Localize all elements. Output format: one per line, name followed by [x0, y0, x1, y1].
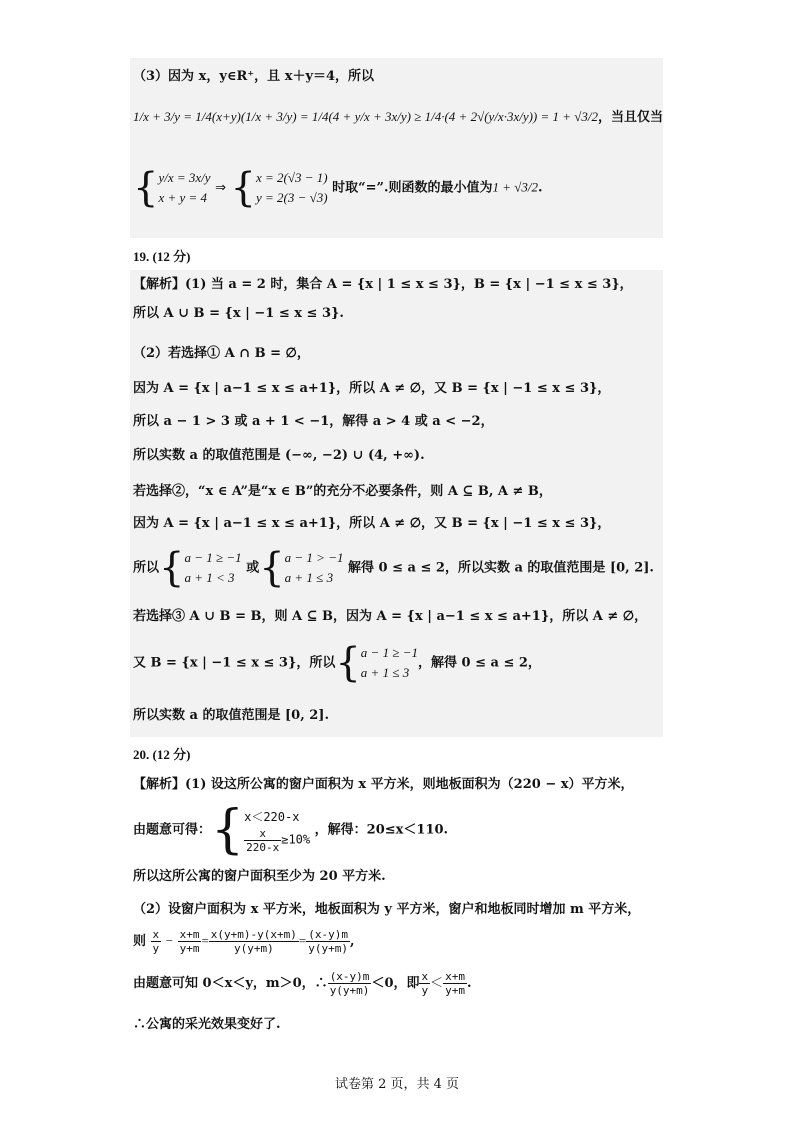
system-row: a − 1 > −1 [284, 550, 344, 565]
numerator: x [244, 827, 281, 841]
q19-line-11-lead: 又 B = {x | −1 ≤ x ≤ 3}，所以 [133, 655, 336, 671]
q20-line-4: （2）设窗户面积为 x 平方米，地板面积为 y 平方米，窗户和地板同时增加 m 平方米， [133, 902, 641, 917]
system-row: x＜220-x [244, 809, 300, 824]
denominator: y [152, 942, 160, 955]
q19-line-11-tail: ，解得 0 ≤ a ≤ 2， [417, 655, 541, 671]
part3-inequality: 1/x + 3/y = 1/4(x+y)(1/x + 3/y) = 1/4(4 + y/x + 3x/y) ≥ 1/4·(4 + 2√(y/x·3x/y)) = 1 + √3/2 [133, 109, 599, 124]
fraction [178, 928, 202, 955]
ratio-fraction [244, 827, 281, 854]
fraction [306, 928, 350, 955]
q19-line-11 [133, 640, 541, 686]
condition-row-2: x + y = 4 [158, 190, 208, 205]
denominator: y [421, 984, 429, 997]
part3-intro: （3）因为 x，y∈R⁺，且 x＋y＝4，所以 [133, 69, 375, 84]
brace-icon: { [335, 640, 361, 686]
system-row: a − 1 ≥ −1 [184, 550, 242, 565]
numerator: x+m [179, 928, 200, 941]
q19-line-3: （2）若选择① A ∩ B = ∅， [133, 346, 310, 361]
numerator: x [421, 970, 429, 983]
less-than-sign: ＜ [430, 975, 444, 990]
q19-line-4: 因为 A = {x | a−1 ≤ x ≤ a+1}，所以 A ≠ ∅，又 B = {x | −1 ≤ x ≤ 3}， [133, 381, 611, 396]
brace-icon: { [159, 545, 185, 591]
result-row-2: y = 2(3 − √3) [255, 190, 328, 205]
q19-or: 或 [246, 560, 260, 576]
part3-system-line [133, 165, 543, 211]
percent-condition: ≥10% [281, 831, 311, 846]
condition-system [158, 168, 210, 208]
equals-sign: = [298, 933, 307, 948]
period: . [538, 180, 543, 196]
q20-line-3: 所以这所公寓的窗户面积至少为 20 平方米. [133, 869, 386, 884]
q19-line-9-lead: 所以 [133, 560, 160, 576]
system-row: a + 1 < 3 [184, 570, 235, 585]
brace-icon: { [211, 800, 245, 860]
system-row: a + 1 ≤ 3 [360, 665, 410, 680]
brace-icon: { [133, 165, 159, 211]
brace-icon: { [259, 545, 285, 591]
implies-icon: ⇒ [215, 179, 226, 195]
denominator: y(y+m) [308, 942, 348, 955]
minimum-value: 1 + √3/2 [492, 179, 538, 195]
denominator: y(y+m) [329, 984, 370, 997]
q20-line-2-lead: 由题意可得： [133, 822, 212, 838]
system-row: a − 1 ≥ −1 [360, 645, 418, 660]
result-system [256, 168, 328, 208]
q19-system-1 [184, 548, 241, 588]
denominator: 220-x [246, 840, 280, 854]
numerator: x(y+m)-y(x+m) [210, 928, 297, 941]
condition-row-1: y/x = 3x/y [158, 170, 211, 185]
fraction [209, 928, 299, 955]
result-row-1: x = 2(√3 − 1) [255, 170, 328, 185]
q19-line-2: 所以 A ∪ B = {x | −1 ≤ x ≤ 3}. [133, 306, 344, 321]
q19-line-9 [133, 545, 654, 591]
q20-line-5 [133, 928, 355, 955]
part3-equality-condition-lead: ，当且仅当 [598, 110, 664, 125]
q19-line-6: 所以实数 a 的取值范围是 (−∞, −2) ∪ (4, +∞). [133, 448, 425, 463]
q20-line-7: ∴公寓的采光效果变好了. [133, 1017, 281, 1032]
period: . [467, 976, 472, 991]
numerator: x+m [445, 970, 465, 983]
q20-line-6-mid: ＜0，即 [371, 976, 420, 991]
fraction [419, 970, 430, 997]
q19-line-10: 若选择③ A ∪ B = B，则 A ⊆ B，因为 A = {x | a−1 ≤ x ≤ a+1}，所以 A ≠ ∅， [133, 609, 648, 624]
part3-equation-line [133, 108, 663, 127]
question-20-title: 20. (12 分) [133, 747, 191, 762]
fraction [328, 970, 372, 997]
q20-line-2-tail: ，解得：20≤x＜110. [314, 822, 449, 838]
part3-conclusion: 时取“=”.则函数的最小值为 [332, 180, 493, 196]
question-19-title: 19. (12 分) [133, 249, 191, 264]
fraction [443, 970, 467, 997]
denominator: y(y+m) [233, 942, 274, 955]
q20-line-6-lead: 由题意可知 0＜x＜y，m＞0，∴ [133, 976, 328, 991]
q19-line-7: 若选择②，“x ∈ A”是“x ∈ B”的充分不必要条件，则 A ⊆ B, A ≠ B， [133, 484, 552, 499]
comma: , [349, 934, 355, 949]
equals-sign: = [201, 933, 209, 948]
q19-system-2 [285, 548, 344, 588]
q19-line-12: 所以实数 a 的取值范围是 [0, 2]. [133, 708, 329, 723]
q19-line-5: 所以 a − 1 > 3 或 a + 1 < −1，解得 a > 4 或 a < −2， [133, 414, 494, 429]
q19-line-8: 因为 A = {x | a−1 ≤ x ≤ a+1}，所以 A ≠ ∅，又 B = {x | −1 ≤ x ≤ 3}， [133, 516, 611, 531]
brace-icon: { [230, 165, 256, 211]
q19-line-9-tail: 解得 0 ≤ a ≤ 2，所以实数 a 的取值范围是 [0, 2]. [348, 560, 654, 576]
page-footer: 试卷第 2 页，共 4 页 [334, 1077, 460, 1092]
fraction [151, 928, 162, 955]
q20-line-1: 【解析】(1) 设这所公寓的窗户面积为 x 平方米，则地板面积为（220 − x）平方米， [133, 777, 634, 792]
numerator: (x-y)m [308, 928, 348, 941]
denominator: y+m [445, 984, 465, 997]
q19-line-1: 【解析】(1) 当 a = 2 时，集合 A = {x | 1 ≤ x ≤ 3}，B = {x | −1 ≤ x ≤ 3}， [133, 277, 633, 292]
minus-sign: − [165, 933, 174, 948]
denominator: y+m [179, 942, 200, 955]
numerator: (x-y)m [329, 970, 370, 983]
q20-line-2 [133, 800, 449, 860]
q20-line-6 [133, 970, 472, 997]
q19-system-3 [361, 643, 418, 683]
system-row: a + 1 ≤ 3 [284, 570, 334, 585]
q20-system [244, 807, 310, 854]
q20-line-5-lead: 则 [133, 934, 147, 949]
numerator: x [152, 928, 160, 941]
